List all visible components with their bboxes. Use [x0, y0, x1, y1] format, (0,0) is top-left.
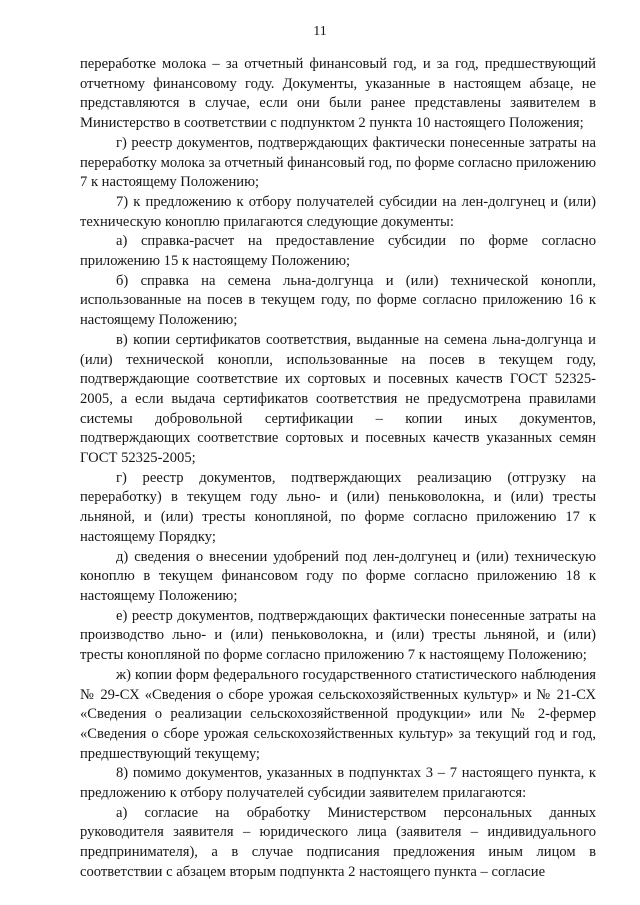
- paragraph: переработке молока – за отчетный финансовый год, и за год, предшествующий отчетному финансовому году. Документы, указанные в настоящем абзаце, не представляются в случае, если они были ранее представлены заявителем в Министерство в соответствии с подпунктом 2 пункта 10 настоящего Положения;: [80, 56, 596, 132]
- paragraph: е) реестр документов, подтверждающих фактически понесенные затраты на производство льно- и (или) пеньковолокна, и (или) тресты льняной, и (или) тресты конопляной по форме согласно приложению 7 к настоящему Положению;: [80, 607, 596, 664]
- paragraph: д) сведения о внесении удобрений под лен-долгунец и (или) техническую коноплю в текущем финансовом году по форме согласно приложению 18 к настоящему Положению;: [80, 548, 596, 604]
- paragraph: г) реестр документов, подтверждающих реализацию (отгрузку на переработку) в текущем году льно- и (или) пеньковолокна, и (или) тресты льняной, и (или) тресты конопляной, по форме согласно приложению 17 к настоящему Порядку;: [80, 469, 596, 545]
- paragraph: г) реестр документов, подтверждающих фактически понесенные затраты на переработку молока за отчетный финансовый год, по форме согласно приложению 7 к настоящему Положению;: [80, 134, 596, 191]
- page-number: 11: [313, 24, 327, 39]
- paragraph: 7) к предложению к отбору получателей субсидии на лен-долгунец и (или) техническую коноплю прилагаются следующие документы:: [80, 193, 596, 230]
- body-text: [80, 55, 596, 883]
- paragraph: а) согласие на обработку Министерством персональных данных руководителя заявителя – юридического лица (заявителя – индивидуального предпринимателя), а в случае подписания предложения иным лицом в соответствии с абзацем вторым подпункта 2 настоящего пункта – согласие: [80, 804, 596, 880]
- paragraph: в) копии сертификатов соответствия, выданные на семена льна-долгунца и (или) технической конопли, использованные на посев в текущем году, подтверждающие соответствие их сортовых и посевных качеств ГОСТ 52325-2005, а если выдача сертификатов соответствия не предусмотрена правилами системы добровольной сертификации – копии иных документов, подтверждающих соответствие сортовых и посевных качеств указанных семян ГОСТ 52325-2005;: [80, 331, 596, 467]
- paragraph: а) справка-расчет на предоставление субсидии по форме согласно приложению 15 к настоящему Положению;: [80, 233, 596, 270]
- paragraph: 8) помимо документов, указанных в подпунктах 3 – 7 настоящего пункта, к предложению к отбору получателей субсидии заявителем прилагаются:: [80, 765, 596, 802]
- paragraph: б) справка на семена льна-долгунца и (или) технической конопли, использованные на посев в текущем году, по форме согласно приложению 16 к настоящему Положению;: [80, 272, 596, 329]
- paragraph: ж) копии форм федерального государственного статистического наблюдения № 29-СХ «Сведения о сборе урожая сельскохозяйственных культур» и № 21-СХ «Сведения о реализации сельскохозяйственной продукции» или № 2-фермер «Сведения о сборе урожая сельскохозяйственных культур» за текущий год и год, предшествующий текущему;: [80, 666, 596, 762]
